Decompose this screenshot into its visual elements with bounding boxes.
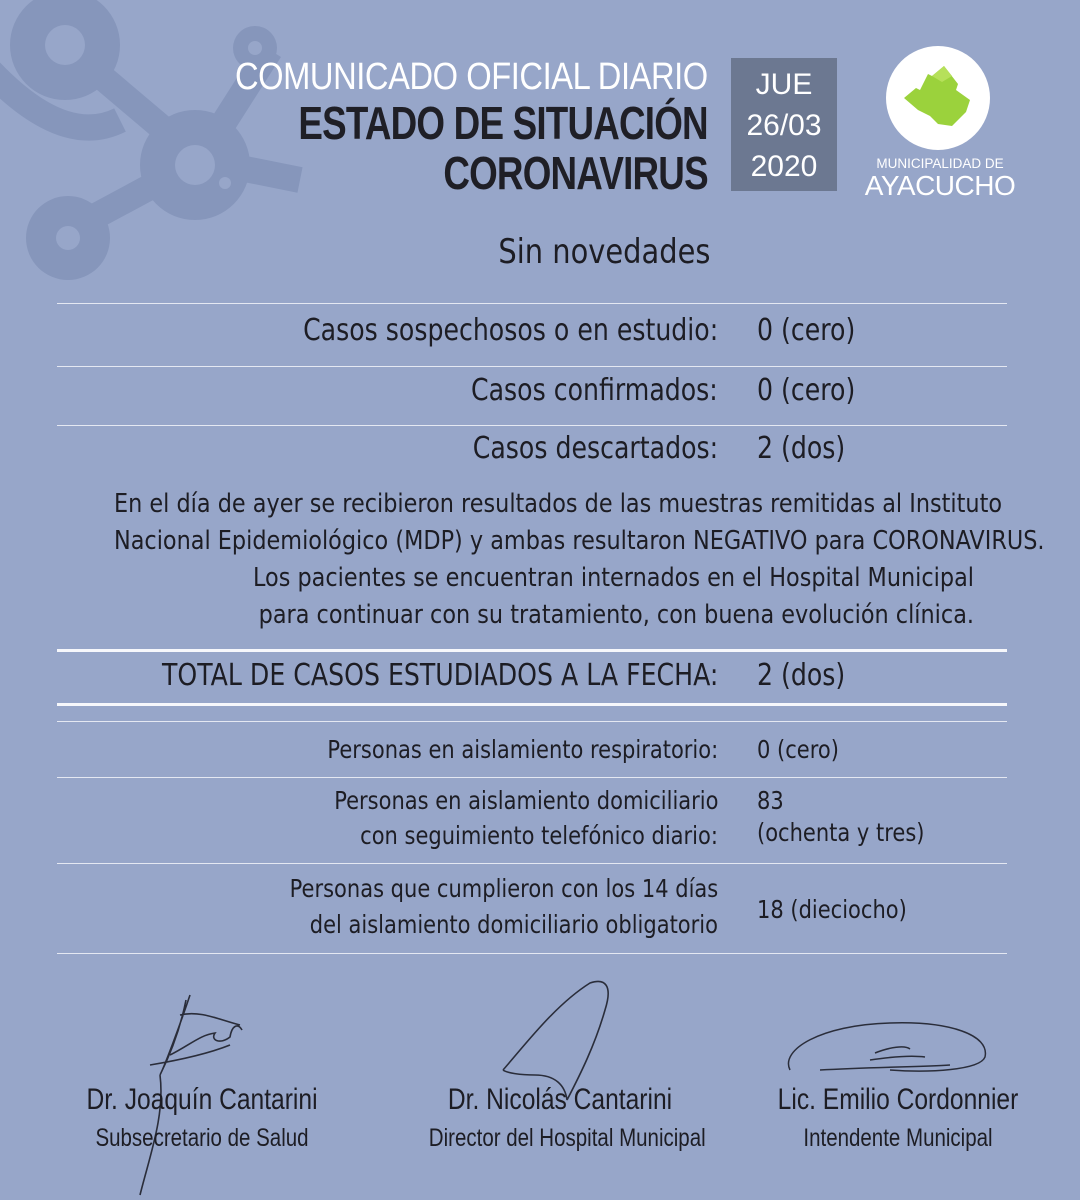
signatory-role-1: Subsecretario de Salud xyxy=(95,1124,309,1152)
paragraph-line: Nacional Epidemiológico (MDP) y ambas resultaron NEGATIVO para CORONAVIRUS. xyxy=(114,526,1045,556)
date-badge xyxy=(731,58,837,191)
municipality-logo xyxy=(886,46,990,150)
total-label: TOTAL DE CASOS ESTUDIADOS A LA FECHA: xyxy=(161,658,718,693)
header-titles xyxy=(158,56,708,199)
signatory-role-2: Director del Hospital Municipal xyxy=(428,1124,706,1152)
divider xyxy=(57,303,1007,304)
paragraph-line: En el día de ayer se recibieron resultados de las muestras remitidas al Instituto xyxy=(114,489,1003,519)
date-year: 2020 xyxy=(750,150,818,183)
case-value-discarded: 2 (dos) xyxy=(757,431,846,466)
status-headline: Sin novedades xyxy=(498,232,710,272)
case-value-suspected: 0 (cero) xyxy=(757,313,856,348)
isolation-label-completed-line2: del aislamiento domiciliario obligatorio xyxy=(309,910,718,939)
info-paragraph xyxy=(114,486,1045,634)
isolation-label-completed-line1: Personas que cumplieron con los 14 días xyxy=(289,874,718,903)
case-label-suspected: Casos sospechosos o en estudio: xyxy=(302,313,718,348)
case-label-confirmed: Casos confirmados: xyxy=(471,373,718,408)
total-value: 2 (dos) xyxy=(757,658,846,693)
isolation-label-home-line2: con seguimiento telefónico diario: xyxy=(360,821,718,850)
logo-text-ayacucho: AYACUCHO xyxy=(864,170,1016,201)
date-day: JUE xyxy=(755,68,813,101)
date-daymonth: 26/03 xyxy=(746,109,822,142)
divider xyxy=(57,721,1007,722)
ayacucho-map-icon xyxy=(886,46,990,150)
divider xyxy=(57,425,1007,426)
isolation-value-home-number: 83 xyxy=(757,786,784,815)
signatory-name-3: Lic. Emilio Cordonnier xyxy=(777,1083,1019,1116)
paragraph-line: para continuar con su tratamiento, con buena evolución clínica. xyxy=(258,600,975,630)
divider xyxy=(57,863,1007,864)
isolation-value-respiratory: 0 (cero) xyxy=(757,735,839,764)
paragraph-line: Los pacientes se encuentran internados en el Hospital Municipal xyxy=(252,563,974,593)
case-label-discarded: Casos descartados: xyxy=(472,431,718,466)
divider xyxy=(57,366,1007,367)
isolation-value-home-words: (ochenta y tres) xyxy=(757,818,925,847)
divider xyxy=(57,953,1007,954)
isolation-value-completed: 18 (dieciocho) xyxy=(757,895,907,924)
signatory-role-3: Intendente Municipal xyxy=(803,1124,993,1152)
header-title-line1: COMUNICADO OFICIAL DIARIO xyxy=(235,56,708,98)
isolation-label-home-line1: Personas en aislamiento domiciliario xyxy=(333,786,718,815)
divider xyxy=(57,649,1007,652)
isolation-label-respiratory: Personas en aislamiento respiratorio: xyxy=(327,735,718,764)
signatory-name-2: Dr. Nicolás Cantarini xyxy=(447,1083,673,1116)
divider xyxy=(57,777,1007,778)
logo-text-municipalidad: MUNICIPALIDAD DE xyxy=(876,156,1004,171)
header-title-line2: ESTADO DE SITUACIÓN xyxy=(298,97,708,149)
divider xyxy=(57,703,1007,706)
signatory-name-1: Dr. Joaquín Cantarini xyxy=(86,1083,318,1116)
signature-emilio xyxy=(780,1015,1000,1085)
case-value-confirmed: 0 (cero) xyxy=(757,373,856,408)
header-title-line3: CORONAVIRUS xyxy=(443,147,708,199)
